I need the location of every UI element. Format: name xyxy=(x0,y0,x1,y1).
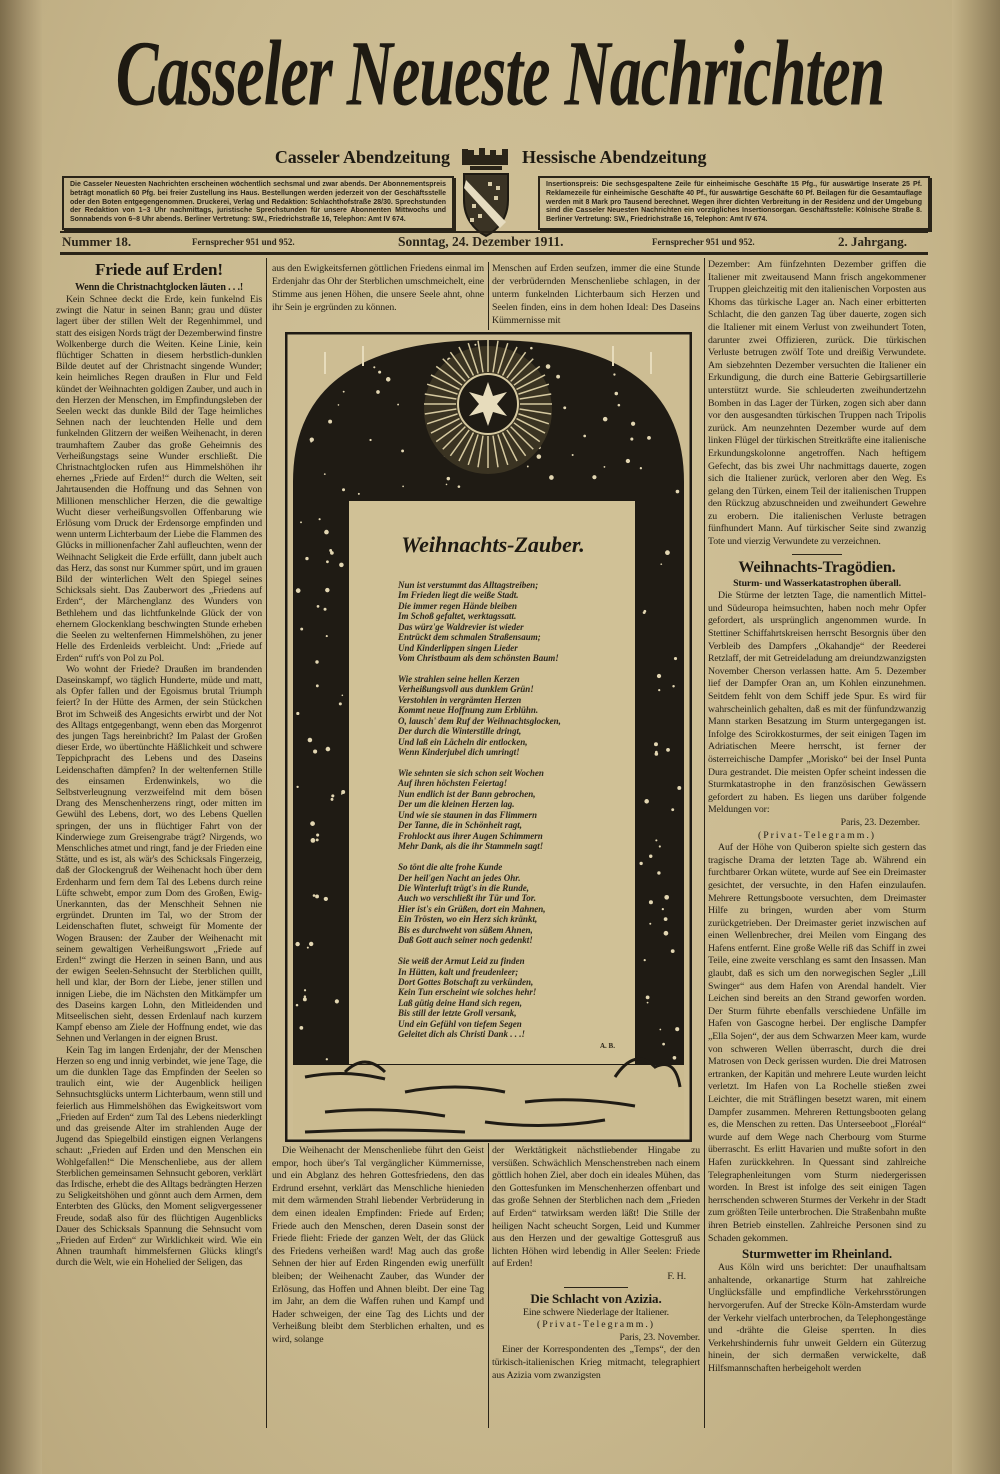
issue-number: Nummer 18. xyxy=(62,234,132,249)
poem-line: Kommt neue Hoffnung zum Erblühn. xyxy=(398,705,539,716)
poem-line: Der Tanne, die in Schönheit ragt, xyxy=(398,820,522,831)
star-icon xyxy=(339,563,344,568)
issue-date: Sonntag, 24. Dezember 1911. xyxy=(398,234,564,249)
star-icon xyxy=(657,871,660,874)
star-icon xyxy=(546,364,551,369)
poem-line: Wie sehnten sie sich schon seit Wochen xyxy=(398,768,544,779)
article-source: (Privat-Telegramm.) xyxy=(536,1319,656,1331)
poem-line: Sie weiß der Armut Leid zu finden xyxy=(398,956,525,967)
star-icon xyxy=(310,821,315,826)
star-icon xyxy=(677,786,681,790)
middle-top-left-text: aus den Ewigkeitsfernen göttlichen Friedens einmal im Erdenjahr das Ohr der Sterblichen umschmeichelt, eine Stimme aus jenen Höhen, die unsere Seele ahnt, ohne ihr Sein je ergründen zu können. xyxy=(272,263,484,313)
star-icon xyxy=(296,1004,299,1007)
star-icon xyxy=(339,702,342,705)
article-paragraph: Kein Tag im langen Erdenjahr, der der Menschen Herzen so eng und innig verbindet, wie jene Tage, die um die dunklen Tage das Empfinden der Seelen so traulich eint, wie der Augenblick heiligen Sehnsuchtsglücks unterm Lichterbaum, wenn still und feierlich aus Himmelshöhen das Ewigkeitswort vom „Frieden auf Erden“ zum Tal des Lebens niederklingt und das greisende Alter im strahlenden Auge der Jugend das Spiegelbild einstigen eignen Verlangens schaut: „Frieden auf Erden und den Menschen ein Wohlgefallen!“ Die Menschenliebe, aus der allem Sterblichen gemeinsamen Sehnsucht geboren, verklärt das Irdische, erhebt die des Alltags bedrängten Herzen zu Seligkeitshöhen und gönnt auch dem Armen, dem Enterbten des Glücks, den Moment seligvergessener Freude, sodaß also für des flüchtigen Augenblicks Dauer des Schicksals Spannung die Sehnsucht vom „Frieden auf Erden“ zur Wirklichkeit wird. Wie ein Ahnen traumhaft himmelsfernen Glücks klingt's durch die Welt, wie ein Hohelied der Seligen, das xyxy=(56,1044,262,1269)
star-icon xyxy=(664,917,668,921)
poem-line: Dort Gottes Botschaft zu verkünden, xyxy=(398,976,534,987)
poem-line: Auch wo verschließt ihr Tür und Tor. xyxy=(398,893,536,904)
star-icon xyxy=(527,466,529,468)
poem-signature: A. B. xyxy=(600,1042,615,1050)
star-icon xyxy=(310,437,314,441)
article-subtitle: Eine schwere Niederlage der Italiener. xyxy=(522,1306,670,1318)
poem-line: Verstohlen in vergrämten Herzen xyxy=(398,694,522,705)
star-icon xyxy=(300,521,302,523)
star-icon xyxy=(373,366,375,368)
poem-line: In Hütten, kalt und freudenleer; xyxy=(398,966,519,977)
article-separator xyxy=(564,1287,628,1288)
star-icon xyxy=(338,404,340,406)
article-place-date: Paris, 23. November. xyxy=(619,1331,700,1343)
star-icon xyxy=(644,799,649,804)
poem-weihnachts-zauber xyxy=(398,580,630,1050)
star-icon xyxy=(639,862,642,865)
column-rule xyxy=(704,258,705,1428)
poem-line: Die immer regen Hände bleiben xyxy=(398,600,517,611)
article-subtitle: Sturm- und Wasserkatastrophen überall. xyxy=(733,577,901,589)
poem-line: Entrückt dem schmalen Straßensaum; xyxy=(398,632,541,643)
star-icon xyxy=(647,1002,649,1004)
poem-line: Der heil'gen Nacht an jedes Ohr. xyxy=(398,872,521,883)
poem-line: Bis still der letzte Groll versank, xyxy=(398,1008,517,1019)
poem-line: Das würz'ge Waldrevier ist wieder xyxy=(398,621,524,632)
poem-stanza xyxy=(398,956,630,1040)
star-icon xyxy=(592,475,596,479)
middle-top-right-text: Menschen auf Erden seufzen, immer die eine Stunde der verbrüdernden Menschenliebe schlagen, in der unterm funkelnden Lichterbaum sich Herzen und Seelen finden, eins in dem hohen Ideal: Des Daseins Kümmernisse mit xyxy=(492,263,700,326)
star-icon xyxy=(474,344,476,346)
star-icon xyxy=(316,833,319,836)
column-rule xyxy=(488,1143,489,1428)
star-icon xyxy=(613,373,615,375)
star-icon xyxy=(343,391,345,393)
poem-line: Kein Tun erscheint wie solches hehr! xyxy=(398,987,537,998)
star-icon xyxy=(304,995,306,997)
article-place-date: Paris, 23. Dezember. xyxy=(840,816,920,828)
star-icon xyxy=(324,473,326,475)
poem-line: Ein Trösten, wo ein Herz sich kränkt, xyxy=(398,914,538,925)
poem-line: Der um die kleinen Herzen lag. xyxy=(398,799,515,810)
star-icon xyxy=(672,685,674,687)
star-icon xyxy=(315,660,318,663)
star-icon xyxy=(572,454,574,456)
poem-line: Nun endlich ist der Bann gebrochen, xyxy=(398,788,536,799)
dateline-rule-bottom xyxy=(60,252,928,255)
poem-line: Wie strahlen seine hellen Kerzen xyxy=(398,674,520,685)
star-icon xyxy=(649,923,651,925)
poem-line: Im Schoß gefaltet, werktagssatt. xyxy=(398,611,517,622)
poem-stanza xyxy=(398,580,630,664)
star-icon xyxy=(300,628,303,631)
star-icon xyxy=(296,588,301,593)
article-title: Die Schlacht von Azizia. xyxy=(530,1290,662,1306)
star-icon xyxy=(341,790,345,794)
star-icon xyxy=(556,375,560,379)
star-icon xyxy=(654,742,658,746)
star-icon xyxy=(316,684,319,687)
middle-bottom-right-text: der Werktätigkeit nächstliebender Hingabe zu versüßen. Schwächlich Menschenstreben nach einem göttlich hohen Ziel, aber doch ein ideales Mühen, das den Gottesfunken im Menschenherzen offenbart und das große Sehnen der Sterblichen nach dem „Frieden auf Erden“ tatwirksam werden läßt! Die Stille der heiligen Nacht scheucht Sorgen, Leid und Kummer aus den Herzen und der gewaltige Gottesgruß aus lichten Höhen wird lebendig in Aller Seelen: Friede auf Erden! xyxy=(492,1145,700,1270)
poem-line: Vom Christbaum als dem schönsten Baum! xyxy=(398,653,559,664)
star-icon xyxy=(662,908,664,910)
star-icon xyxy=(604,466,606,468)
star-icon xyxy=(673,1056,677,1060)
star-icon xyxy=(659,845,661,847)
azizia-continuation: Dezember: Am fünfzehnten Dezember griffen die Italiener mit zweitausend Mann frisch angekommener Truppen gleichzeitig mit den italienischen Vorposten aus Khoms das türkische Lager an. Nach einer erbitterten Schlacht, die den ganzen Tag über dauerte, zogen sich die Italiener mit einem Verlust von zweihundert Toten, darunter zwei Offizieren, zurück. Die türkischen Verluste betrugen zwölf Tote und dreißig Verwundete. Am siebzehnten Dezember versuchten die Italiener ein Erkundigung, die durch eine Batterie Gebirgsartillerie unterstützt wurde. Sie schleuderten zweihundertzehn Bomben in das Lager der Türken, zogen sich aber dann vor den ausgesandten türkischen Truppen nach Tripolis zurück. Am neunzehnten Dezember wurde auf dem linken Flügel der türkischen Streitkräfte eine italienische Erkundungskolonne angetroffen. Nach heftigem Gefecht, das bis zwei Uhr nachmittags dauerte, zogen sich die Italiener zurück, verloren aber den Weg. Es gelang den Türken, einem Teil der italienischen Truppen den Rückzug abzuschneiden und zweihundert Gewehre zu erobern. Die italienischen Verluste betragen fünfhundert Mann. Auf türkischer Seite sind zwanzig Tote und vierzig Verwundete zu verzeichnen. xyxy=(708,259,926,548)
star-icon xyxy=(319,518,321,520)
left-subtitle: Casseler Abendzeitung xyxy=(274,147,450,167)
middle-bottom-right-flow xyxy=(492,1145,700,1382)
star-icon xyxy=(647,436,651,440)
poem-line: Nun ist verstummt das Alltagstreiben; xyxy=(398,580,539,590)
star-icon xyxy=(563,406,566,409)
star-icon xyxy=(643,611,646,614)
star-icon xyxy=(376,390,380,394)
star-icon xyxy=(305,557,308,560)
star-icon xyxy=(342,694,344,696)
star-icon xyxy=(296,786,298,788)
star-icon xyxy=(446,484,448,486)
star-icon xyxy=(324,897,328,901)
poem-stanza xyxy=(398,674,630,758)
star-icon xyxy=(331,798,334,801)
star-icon xyxy=(328,420,332,424)
poem-line: Auf ihren höchsten Feiertag! xyxy=(398,778,508,789)
star-icon xyxy=(665,550,670,555)
poem-line: Hier ist's ein Grüßen, dort ein Mahnen, xyxy=(398,903,546,914)
advertising-info-box: Insertionspreis: Die sechsgespaltene Zeile für einheimische Geschäfte 15 Pfg., für auswärtige Inserate 25 Pf. Reklamezeile für einheimische Geschäfte 40 Pf., für auswärtige Geschäfte 60 Pf. Beilagen für die Gesamtauflage werden mit 8 Mark pro Tausend berechnet. Wegen ihrer dichten Verbreitung in der Residenz und der Umgebung sind die Casseler Neuesten Nachrichten ein vorzügliches Insertionsorgan. Geschäftsstelle: Kölnische Straße 8. Berliner Vertretung: SW., Friedrichstraße 16, Telephon: Amt IV 674. xyxy=(538,176,930,230)
article-schlacht-von-azizia: Die Schlacht von Azizia. Eine schwere Niederlage der Italiener. (Privat-Telegramm.) Paris, 23. November. Einer der Korrespondenten des „Temps“, der den türkisch-italienischen Krieg mitmacht, telegraphiert aus Azizia vom zwanzigsten xyxy=(492,1290,700,1381)
right-subtitle: Hessische Abendzeitung xyxy=(522,147,707,167)
star-icon xyxy=(324,530,329,535)
poem-title: Weihnachts-Zauber. xyxy=(401,532,585,557)
poem-line: Laß gütig deine Hand sich regen, xyxy=(398,997,523,1008)
star-icon xyxy=(674,657,677,660)
star-icon xyxy=(313,894,316,897)
phone-right: Fernsprecher 951 und 952. xyxy=(652,237,755,247)
star-icon xyxy=(401,449,404,452)
star-icon xyxy=(603,417,608,422)
star-icon xyxy=(303,997,307,1001)
star-icon xyxy=(324,608,327,611)
star-icon xyxy=(618,404,621,407)
dateline xyxy=(60,233,928,251)
star-icon xyxy=(326,747,331,752)
star-icon xyxy=(549,475,554,480)
star-icon xyxy=(658,689,660,691)
poem-line: Bis es durchweht von süßem Ahnen, xyxy=(398,924,533,935)
phone-left: Fernsprecher 951 und 952. xyxy=(192,237,295,247)
star-icon xyxy=(315,895,319,899)
star-icon xyxy=(660,563,662,565)
star-icon xyxy=(330,551,334,555)
poem-line: Verheißungsvoll aus dunklem Grün! xyxy=(398,684,534,695)
star-icon xyxy=(369,439,371,441)
star-icon xyxy=(655,752,659,756)
star-icon xyxy=(671,949,675,953)
star-icon xyxy=(299,1026,303,1030)
star-icon xyxy=(675,1027,679,1031)
star-icon xyxy=(447,477,450,480)
poem-line: O, lausch' dem Ruf der Weihnachtsglocken, xyxy=(398,715,561,726)
star-icon xyxy=(378,371,381,374)
star-icon xyxy=(659,1029,661,1031)
star-icon xyxy=(615,392,619,396)
middle-bottom-left-text: Die Weihenacht der Menschenliebe führt den Geist empor, hoch über's Tal vergänglicher Kümmernisse, und ein Abglanz des hehren Gottesfriedens, den das Erdrund ersehnt, verklärt das Menschliche hienieden mit dem wärmenden Strahl liebender Verbrüderung in dem einen idealen Empfinden: Friede auf Erden; Friede auch den Menschen, deren Dasein sonst der Friede flieht: Friede der ganzen Welt, der das Glück des Friedens verheißen ward! Mag auch das große Sehnen der hier auf Erden Ringenden ewig unerfüllt bleiben; der Weihenacht Zauber, das Wunder der Erlösung, das Hoffen und Ahnen bleibt. Der eine Tag im Jahr, an dem die Waffen ruhen und Kampf und Hader schweigen, der eine Tag des Lichts und der Verheißung bleibt dem Sterblichen erhalten, und es wird, solange xyxy=(272,1145,484,1345)
right-column: Dezember: Am fünfzehnten Dezember griffen die Italiener mit zweitausend Mann frisch angekommener Truppen gleichzeitig mit den italienischen Vorposten aus Khoms das türkische Lager an. Nach einer erbitterten Schlacht, die den ganzen Tag über dauerte, zogen sich die Italiener mit einem Verlust von zweihundert Toten, darunter zwei Offizieren, zurück. Die türkischen Verluste betrugen zwölf Tote und dreißig Verwundete. Am siebzehnten Dezember versuchten die Italiener ein Erkundigung, die durch eine Batterie Gebirgsartillerie unterstützt wurde. Sie schleuderten zweihundertzehn Bomben in das Lager der Türken, zogen sich aber dann vor den ausgesandten türkischen Truppen nach Tripolis zurück. Am neunzehnten Dezember wurde auf dem linken Flügel der türkischen Streitkräfte eine italienische Erkundungskolonne angetroffen. Nach heftigem Gefecht, das bis zwei Uhr nachmittags dauerte, zogen sich die Italiener zurück, verloren aber den Weg. Es gelang den Türken, einem Teil der italienischen Truppen den Rückzug abzuschneiden und zweihundert Gewehre zu erobern. Die italienischen Verluste betragen fünfhundert Mann. Auf türkischer Seite sind zwanzig Tote und vierzig Verwundete zu verzeichnen. Weihnachts-Tragödien. Sturm- und Wasserkatastrophen überall. Die Stürme der letzten Tage, die namentlich Mittel- und Südeuropa heimsuchten, haben noch mehr Opfer gefordert, als ursprünglich angenommen wurde. In Stettiner Schiffahrtskreisen herrscht Besorgnis über den Verbleib des Dampfers „Okahandje“ der Reederei Retzlaff, der mit Getreideladung am dreiundzwanzigsten November Cherson verlassen hatte. Am 5. Dezember lief der Dampfer Oran an, um Kohlen einzunehmen. Seitdem fehlt von dem Schiff jede Spur. Es wird für wahrscheinlich gehalten, daß es mit der fünfundzwanzig Mann starken Besatzung im Sturm untergegangen ist. Infolge des Scirokkosturmes, der seit einigen Tagen im Adriatischen Meere herrscht, ist ferner der österreichische Dampfer „Morisko“ bei der Insel Punta Dura gestrandet. Die meisten Opfer scheint indessen die Sturmkatastrophe in den französischen Gewässern gefordert zu haben. Es liegen uns darüber folgende Meldungen vor: Paris, 23. Dezember. (Privat-Telegramm.) Auf der Höhe von Quiberon spielte sich gestern das tragische Drama der letzten Tage ab. Während ein furchtbarer Orkan wütete, wurde auf See ein Dreimaster gesichtet, der versuchte, in den Hafen einzulaufen. Mehrere Rettungsboote versuchten, dem Dreimaster Hilfe zu bringen, wurden aber vom Sturm zurückgetrieben. Der Dreimaster geriet inzwischen auf einen Wellenbrecher, drei Meilen vom Eingang des Hafens entfernt. Eine große Welle riß das Schiff in zwei Teile, eine zweite verschlang es samt den Insassen. Man glaubt, daß es sich um den norwegischen Segler „Lill Swinger“ aus dem Hafen von Arendal handelt. Vier Leichen sind bereits an den Strand geworfen worden. Der Sturm führte ebenfalls verschiedene Unfälle im Hafen von Gascogne herbei. Der englische Dampfer „Ella Sojen“, der aus dem Schwarzen Meer kam, wurde von schweren Wellen überrascht, durch die drei Matrosen von Deck gerissen wurden. Die drei Matrosen ertranken, der Kapitän und mehrere Leute wurden leicht verletzt. Im Hafen von La Rochelle stießen zwei Leichter, die mit Sträflingen besetzt waren, mit einem Dampfer zusammen. Mehreren Rettungsbooten gelang es, die Menschen zu retten. Das Unterseeboot „Floréal“ wurde auf dem Wege nach Cherbourg vom Sturme überrascht. Es erlitt Havarien und mußte sofort in den Hafen zurückkehren. In Quessant sind zahlreiche Telegraphenleitungen vom Sturm niedergerissen worden. In Brest ist infolge des seit einigen Tagen herrschenden schweren Sturmes der Verkehr in der Stadt zum größten Teile unterbrochen. Die Straßenbahn mußte ihren Betrieb einstellen. Zahlreiche Personen sind zu Schaden gekommen. Sturmwetter im Rheinland. Aus Köln wird uns berichtet: Der unaufhaltsam anhaltende, orkanartige Sturm hat zahlreiche Unglücksfälle und empfindliche Verkehrsstörungen hervorgerufen. Auf der Strecke Köln-Amsterdam wurde der Verkehr vielfach unterbrochen, da Telephongestänge und -drähte die Gleise sperrten. In dies Verkehrshindernis fuhr unweit Geldern ein Güterzug hinein, der sich dermaßen verwickelte, daß Hilfsmannschaften herbeigeholt werden xyxy=(708,259,926,1374)
star-icon xyxy=(458,485,461,488)
article-subtitle: Wenn die Christnachtglocken läuten . . .! xyxy=(74,282,244,293)
star-icon xyxy=(326,1058,328,1060)
article-paragraph: Kein Schnee deckt die Erde, kein funkelnd Eis zwingt die Natur in seinen Bann; grau und düster lagert über der stillen Welt der Regenhimmel, und statt des eisigen Nords trägt der Dezemberwind finstre Wolkenberge durch die Weiten. Keine Linie, kein flüchtiger Schatten in diesem herbstlich-dunklen Bilde deutet auf der Christnacht singende Wunder; kein heimliches Regen draußen in Flur und Feld kündet der Weihnachten goldigen Zauber, und auch in den Herzen der Menschen, im Empfindungsleben der Seelen weckt das dunkle Bild der Tage heimliches Sehnen nach der leuchtenden Helle und dem funkelnden Glitzern der weißen Weihenacht, in deren traumhaftem Zauber das große Geheimnis des Verheißungstags seine Wunder erschließt. Die Christnachtglocken rufen aus Himmelshöhen ihr ehernes „Friede auf Erden!“ durch die Welten, seit Jahrtausenden die Hoffnung und das Sehnen von Millionen menschlicher Herzen, die die gewaltige Wucht dieser verheißungsvollen Offenbarung wie Erlösung vom Druck der Erdensorge empfinden und wenn unterm Lichterbaum der Liebe die Flammen des Glücks in millionenfacher Zahl aufleuchten, wenn der Weihnacht Seligkeit die Erde erfüllt, dann jubelt auch das Herz, das sonst nur Kummer spürt, und im grauen Bild der winterlichen Welt den Spiegel seines Schicksals sieht. Das Zauberwort des „Friedens auf Erden“, der Märchenglanz des Wunders von Bethlehem und das lichtfunkelnde Glück der von ehernem Glockenklang beschwingten Stunde erheben die Seelen zu weltenfernen Himmelshöhen, zu jener Helle des Erdenleids verbleicht. Und: „Friede auf Erden“ ruft's von Pol zu Pol. xyxy=(56,294,262,664)
star-icon xyxy=(583,435,586,438)
star-icon xyxy=(662,1043,665,1046)
star-icon xyxy=(317,605,320,608)
star-icon xyxy=(325,588,329,592)
star-icon xyxy=(630,438,633,441)
poem-line: Der durch die Winterstille dringt, xyxy=(398,726,522,737)
poem-line: Frohlockt aus ihrer Augen Schimmern xyxy=(398,830,543,841)
star-icon xyxy=(295,942,299,946)
star-icon xyxy=(358,493,360,495)
star-icon xyxy=(313,749,317,753)
star-icon xyxy=(316,838,319,841)
star-icon xyxy=(326,635,328,637)
star-icon xyxy=(331,794,334,797)
star-icon xyxy=(307,947,309,949)
column-rule xyxy=(488,262,489,330)
star-icon xyxy=(626,459,630,463)
star-icon xyxy=(666,748,670,752)
article-title: Weihnachts-Tragödien. xyxy=(738,558,896,576)
star-icon xyxy=(649,900,653,904)
star-icon xyxy=(397,404,399,406)
star-icon xyxy=(655,839,657,841)
star-icon xyxy=(649,855,652,858)
star-icon xyxy=(335,999,339,1003)
poem-stanza xyxy=(398,768,630,852)
star-icon xyxy=(646,996,650,1000)
poem-line: Und Kinderlippen singen Lieder xyxy=(398,642,518,653)
poem-line: Und laß ein Lächeln dir entlocken, xyxy=(398,736,528,747)
newspaper-title: Casseler Neueste Nachrichten xyxy=(115,21,885,125)
article-friede-auf-erden xyxy=(56,259,262,1269)
poem-line: Mehr Dank, als die ihr Stammeln sagt! xyxy=(398,841,544,852)
poem-line: Und wie sie staunen in das Flimmern xyxy=(398,809,538,820)
star-icon xyxy=(537,454,542,459)
star-icon xyxy=(402,485,404,487)
poem-line: Im Frieden liegt die weiße Stadt. xyxy=(398,590,519,601)
column-rule xyxy=(266,258,267,1428)
star-icon xyxy=(657,674,661,678)
article-source: (Privat-Telegramm.) xyxy=(757,829,877,841)
star-icon xyxy=(308,738,313,743)
volume: 2. Jahrgang. xyxy=(838,234,907,249)
star-icon xyxy=(640,467,642,469)
star-icon xyxy=(304,989,306,991)
article-title: Sturmwetter im Rheinland. xyxy=(741,1246,892,1262)
article-title: Friede auf Erden! xyxy=(95,260,223,279)
star-icon xyxy=(342,488,345,491)
poem-line: Und ein Gefühl von tiefem Segen xyxy=(398,1018,522,1029)
article-paragraph: Wo wohnt der Friede? Draußen im brandenden Daseinskampf, wo täglich Hunderte, müde und matt, als Opfer fallen und der Egoismus brutal Triumph feiert? In der Hütte des Armen, der sein Stückchen Brot im Schweiß des Angesichts erwirbt und der Not des Alltags entgegenbangt, wenn eben das Morgenrot des jungen Tags hereinbricht? Im Palast der Großen dieser Erde, wo übertünchte Häßlichkeit und schwere Teppichpracht des Lebens und des Daseins Leidenschaften dämpfen? In der weltenfernen Stille des einsamen Erdenwinkels, wo die Selbstverleugnung verzweifelnd mit dem bösen Drang des Menschenherzens ringt, oder mitten im Gewühl des Lebens, dort, wo des Lebens Quellen springen, der uns in flüchtiger Fahrt von der Kinderwiege zum Greisengrabe trägt? Nirgends, wo Menschliches atmet und ringt, fand je der Frieden eine Stätte, und es ist, als wär's des Schicksals Fingerzeig, daß der Glockengruß der Weihenacht hoch über dem Erdenharm und fern dem Tal des Lebens durch reine Lüfte schwebt, empor zum Dom des Großen, Ewig-Unerkannten, das der Menschheit Sehnen nie ergründet. Drunten im Tal, wo der Strom der Leidenschaften flutet, schweigt für Momente der Wogen Brausen: der Zauber der Weihenacht mit seinem gewaltigen Verheißungswort „Friede auf Erden!“ zwingt die Herzen in seinen Bann, und aus der ewigen Seelen-Sehnsucht der Sterblichen quillt, hell und klar, der Born der Liebe, jener stillen und innigen Liebe, die im Nächsten den Mitkämpfer um des Daseins kargen Lohn, den Mitleidenden und Mitseelischen sieht, dessen Erdenlauf nach kurzem Kampf ebenso am Ziele der Hoffnung endet, wie das Sehnen und Verlangen in der eignen Brust. xyxy=(56,663,263,1045)
poem-line: Geleitet dich als Christi Dank . . .! xyxy=(398,1029,526,1040)
subscription-info-box: Die Casseler Neuesten Nachrichten erscheinen wöchentlich sechsmal und zwar abends. Der Abonnementspreis beträgt monatlich 60 Pfg. bei freier Zustellung ins Haus. Bestellungen werden jederzeit von der Geschäftsstelle oder den Boten entgegengenommen. Druckerei, Verlag und Redaktion: Schlachthofstraße 28/30. Sprechstunden der Redaktion von 1–3 Uhr nachmittags, juristische Sprechstunden für unsere Abonnenten Mittwochs und Sonnabends von 6–8 Uhr abends. Berliner Vertretung: SW., Friedrichstraße 16, Telephon: Amt IV 674. xyxy=(62,176,454,230)
star-icon xyxy=(664,931,669,936)
star-icon xyxy=(644,959,646,961)
poem-line: Daß Gott auch seiner noch gedenkt! xyxy=(398,935,533,946)
star-icon xyxy=(676,490,680,494)
coat-of-arms-icon xyxy=(458,142,514,238)
page-edge-left xyxy=(0,0,42,1474)
star-icon xyxy=(664,895,669,900)
star-icon xyxy=(631,422,635,426)
article-separator xyxy=(792,554,842,555)
star-icon xyxy=(530,347,533,350)
poem-line: Die Winterluft trägt's in die Runde, xyxy=(398,882,530,893)
star-icon xyxy=(326,560,329,563)
star-icon xyxy=(309,942,313,946)
poem-stanza xyxy=(398,862,630,946)
poem-line: So tönt die alte frohe Kunde xyxy=(398,862,503,873)
star-icon xyxy=(386,377,391,382)
article-signature: F. H. xyxy=(667,1270,686,1282)
poem-line: Wenn Kinderjubel dich umringt! xyxy=(398,747,520,758)
page-edge-right xyxy=(952,0,1000,1474)
star-icon xyxy=(671,808,674,811)
star-icon xyxy=(296,712,299,715)
star-icon xyxy=(311,838,316,843)
